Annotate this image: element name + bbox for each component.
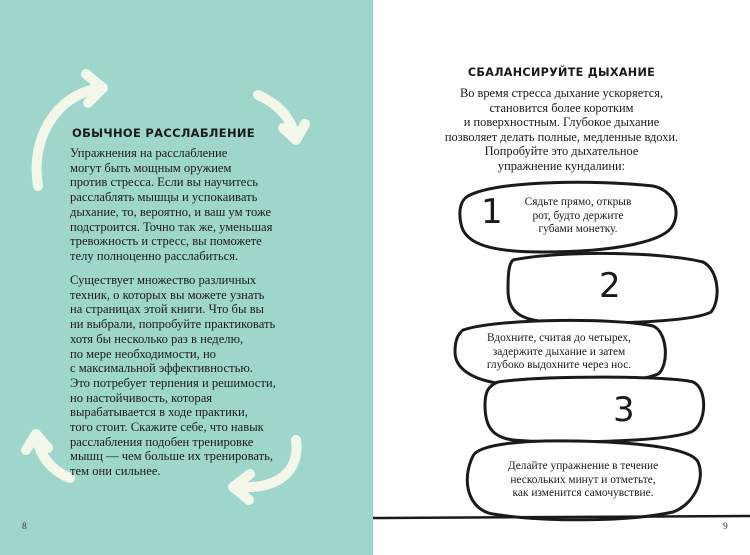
left-page bbox=[0, 0, 373, 555]
stone-4-outline bbox=[485, 377, 704, 442]
ground-line bbox=[373, 516, 750, 518]
step-3-text: Делайте упражнение в течение нескольких минут и отметьте, как изменится самочувствие. bbox=[507, 460, 659, 500]
section-heading: ОБЫЧНОЕ РАССЛАБЛЕНИЕ bbox=[72, 126, 255, 140]
paragraph-intro: Упражнения на расслабление могут быть мощным оружием против стресса. Если вы научитесь расслаблять мышцы и успокаивать дыхание, то, вероятно, и ваш ум тоже подстроится. Точно так же, уменьшая тревожность и стресс, вы поможете телу полноценно расслабиться. bbox=[70, 146, 273, 263]
page-number: 9 bbox=[723, 522, 728, 532]
step-number-1: 1 bbox=[481, 192, 503, 232]
step-1-text: Сядьте прямо, открыв рот, будто держите губами монетку. bbox=[524, 196, 632, 236]
paragraph-intro: Во время стресса дыхание ускоряется, становится более коротким и поверхностным. Глубокое дыхание позволяет делать полные, медленные вдохи. Попробуйте это дыхательное упражнение кундалини: bbox=[444, 86, 679, 173]
section-heading: СБАЛАНСИРУЙТЕ ДЫХАНИЕ bbox=[467, 66, 656, 79]
arrow-top-right-icon bbox=[258, 95, 305, 140]
step-number-2: 2 bbox=[599, 266, 621, 306]
step-2-text: Вдохните, считая до четырех, задержите дыхание и затем глубоко выдохните через нос. bbox=[486, 332, 632, 372]
right-page bbox=[373, 0, 750, 555]
step-number-3: 3 bbox=[613, 390, 635, 430]
paragraph-techniques: Существует множество различных техник, о которых вы можете узнать на страницах этой книги. Что бы вы ни выбрали, попробуйте практиковать хотя бы несколько раз в неделю, по мере необходимости, но с максимальной эффективностью. Это потребует терпения и решимости, но настойчивость, которая вырабатывается в ходе практики, того стоит. Скажите себе, что навык расслабления подобен тренировке мышц — чем больше их тренировать, тем они сильнее. bbox=[70, 273, 276, 479]
arrow-bottom-left-icon bbox=[26, 434, 70, 478]
page-number: 8 bbox=[22, 522, 27, 532]
